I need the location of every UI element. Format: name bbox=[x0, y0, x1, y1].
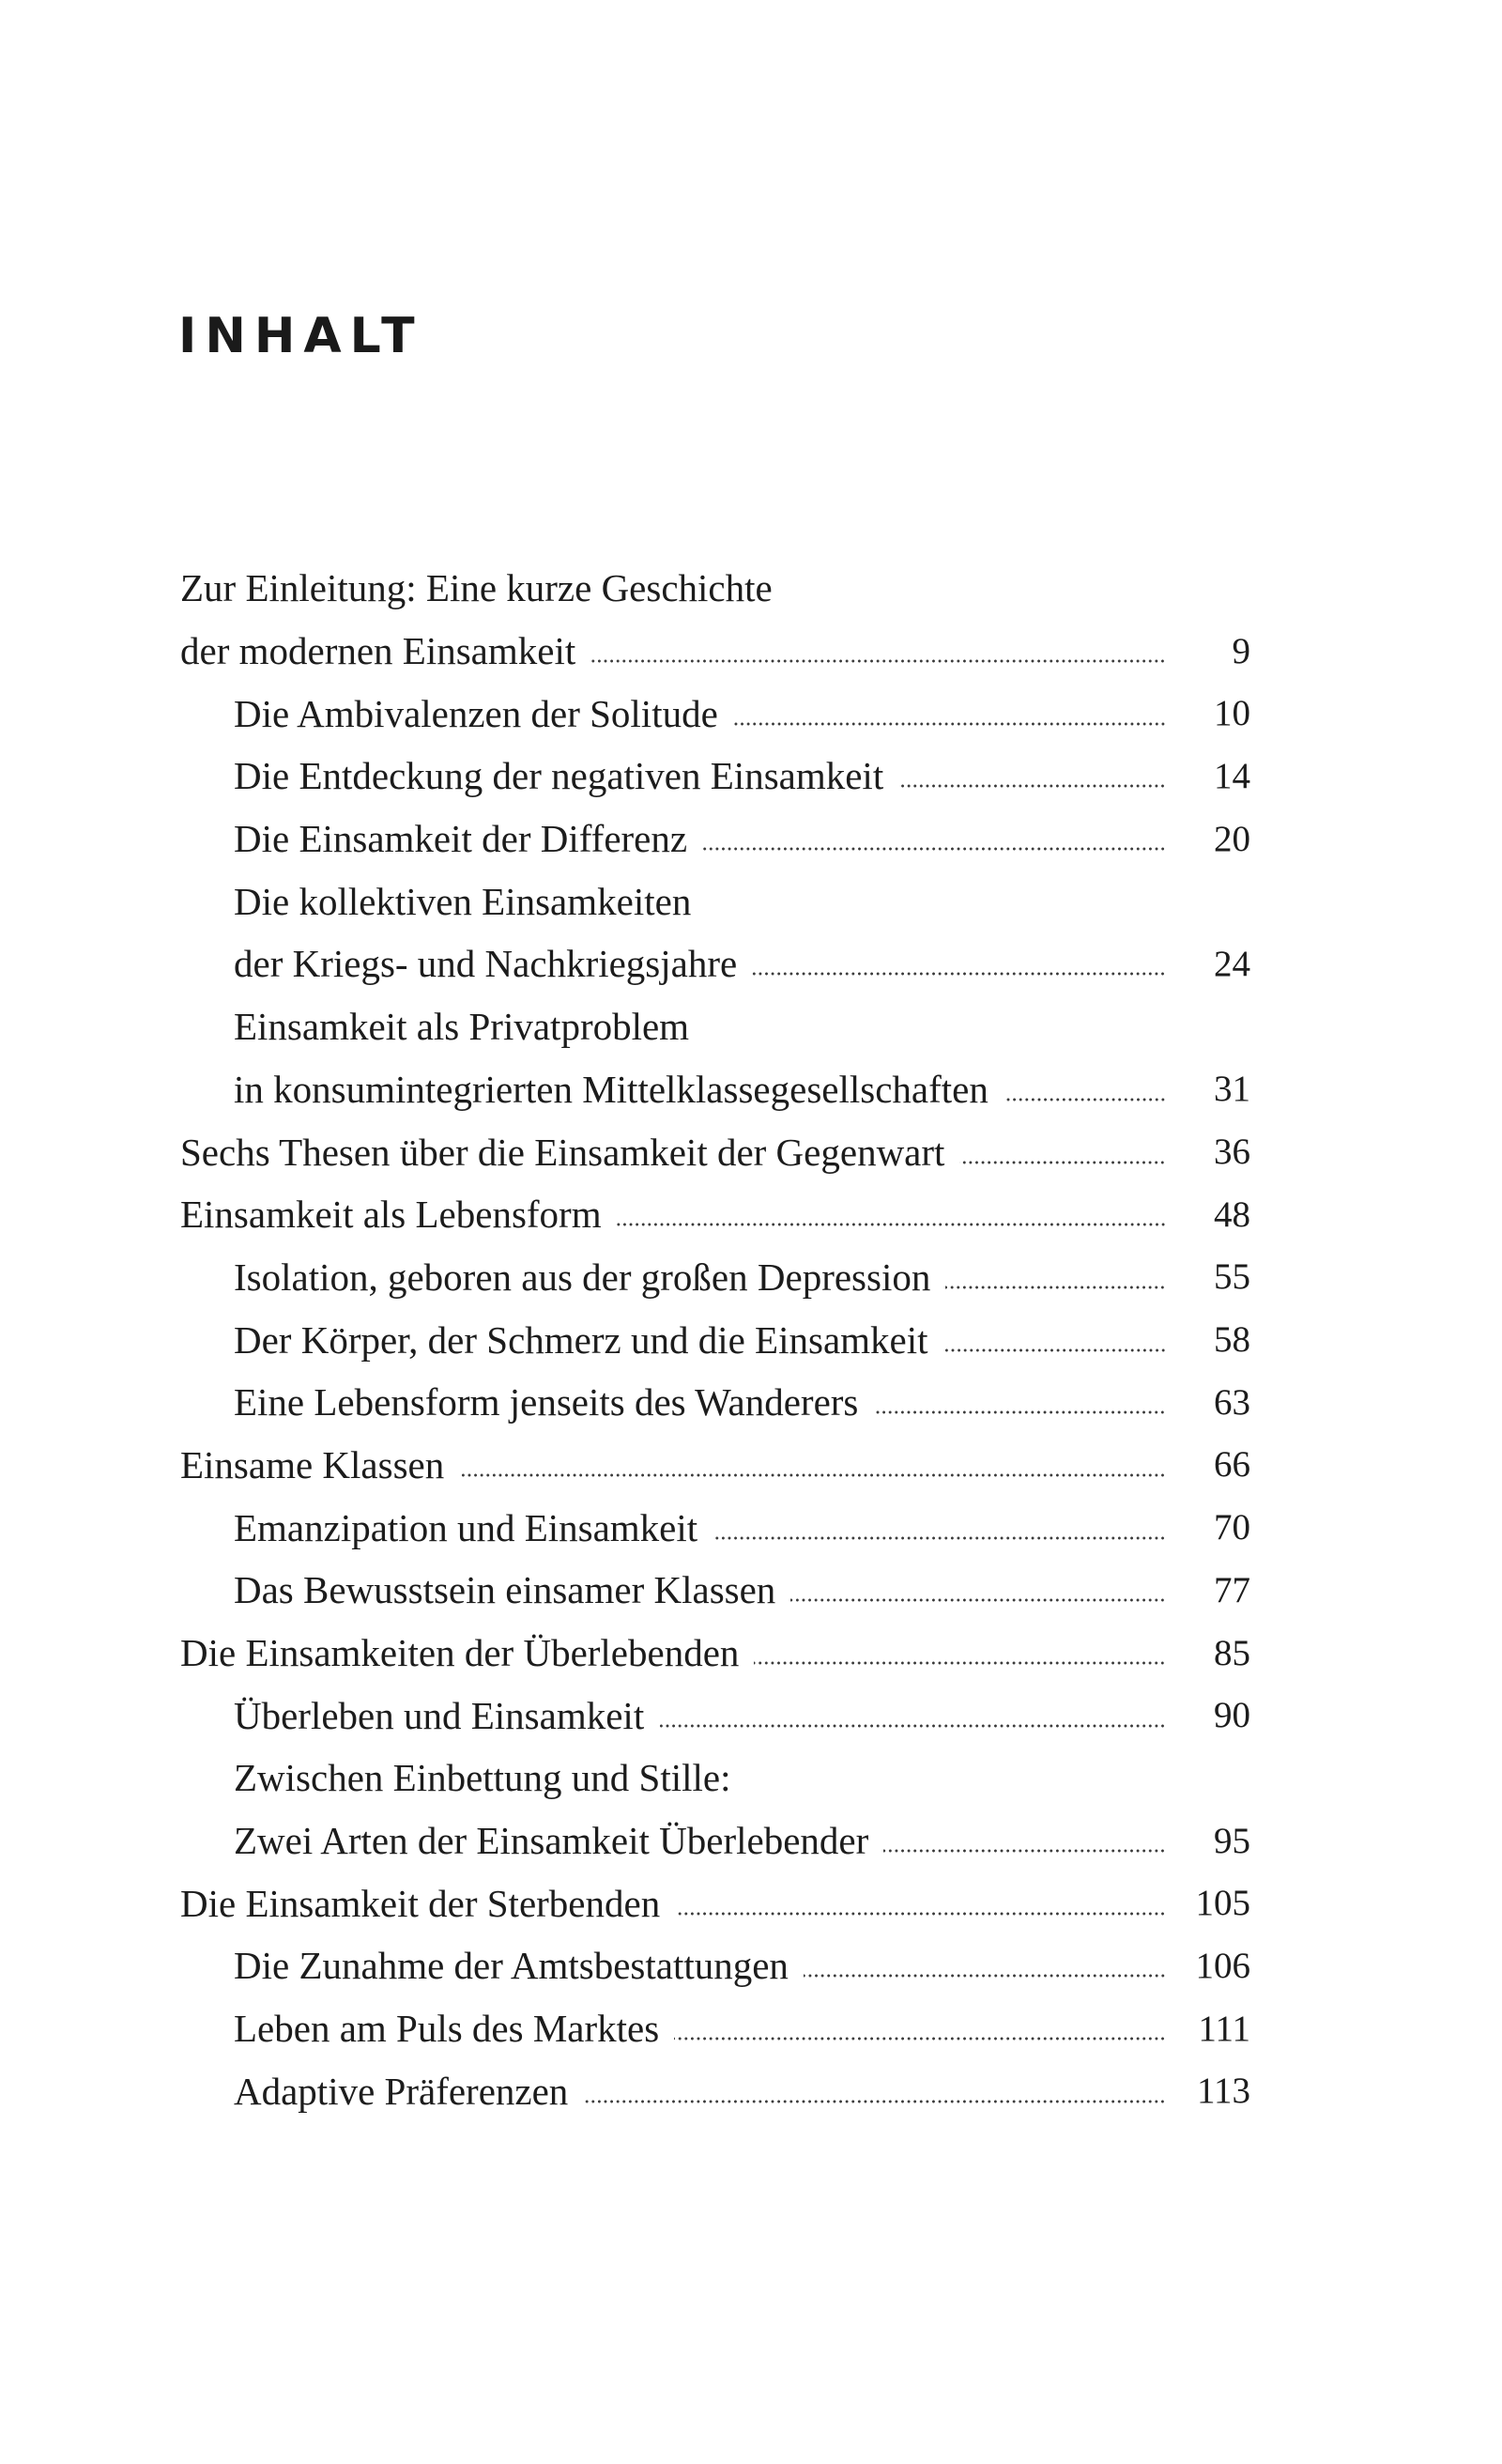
toc-page-number: 36 bbox=[1214, 1132, 1250, 1173]
dot-leader bbox=[752, 972, 1166, 976]
toc-entry-line bbox=[180, 1997, 1250, 2060]
toc-entry-title: Einsame Klassen bbox=[180, 1442, 445, 1486]
toc-entry-title: Die Zunahme der Amtsbestattungen bbox=[234, 1944, 789, 1988]
toc-entry-line bbox=[180, 1308, 1250, 1371]
toc-entry-title: Einsamkeit als Privatproblem bbox=[234, 1005, 690, 1049]
dot-leader bbox=[733, 722, 1166, 726]
toc-entry-line bbox=[180, 808, 1250, 870]
toc-entry-line bbox=[180, 1871, 1250, 1934]
dot-leader bbox=[713, 1536, 1166, 1540]
dot-leader bbox=[898, 784, 1166, 788]
toc-page-number: 31 bbox=[1214, 1069, 1250, 1110]
dot-leader bbox=[754, 1661, 1166, 1665]
dot-leader bbox=[617, 1223, 1166, 1226]
toc-page-number: 85 bbox=[1214, 1632, 1250, 1673]
toc-page-number: 14 bbox=[1214, 755, 1250, 796]
toc-page-number: 58 bbox=[1214, 1319, 1250, 1361]
toc-entry-title: Zwischen Einbettung und Stille: bbox=[234, 1756, 731, 1800]
toc-page-number: 113 bbox=[1196, 2071, 1250, 2112]
dot-leader bbox=[590, 659, 1166, 663]
dot-leader bbox=[873, 1410, 1166, 1414]
toc-entry-line bbox=[180, 1246, 1250, 1309]
page-title: INHALT bbox=[178, 308, 423, 364]
toc-entry-line bbox=[180, 1496, 1250, 1559]
toc-entry-title: Die Einsamkeit der Sterbenden bbox=[180, 1881, 661, 1925]
dot-leader bbox=[459, 1473, 1166, 1477]
dot-leader bbox=[943, 1348, 1166, 1352]
toc-entry-line bbox=[180, 1058, 1250, 1121]
toc-entry-title: Die Einsamkeiten der Überlebenden bbox=[180, 1631, 740, 1675]
dot-leader bbox=[674, 2037, 1166, 2040]
dot-leader bbox=[659, 1724, 1166, 1728]
toc-entry-title: Das Bewusstsein einsamer Klassen bbox=[234, 1568, 776, 1612]
toc-entry-line bbox=[180, 1120, 1250, 1183]
toc-entry-line bbox=[180, 1747, 1250, 1810]
toc-entry-title: Überleben und Einsamkeit bbox=[234, 1693, 645, 1737]
toc-entry-line bbox=[180, 870, 1250, 932]
toc-entry-line bbox=[180, 1371, 1250, 1434]
toc-entry-line bbox=[180, 932, 1250, 995]
toc-entry-title: Isolation, geboren aus der großen Depression bbox=[234, 1255, 931, 1299]
toc-entry-line bbox=[180, 745, 1250, 808]
dot-leader bbox=[583, 2100, 1166, 2103]
toc-entry-title: Einsamkeit als Lebensform bbox=[180, 1193, 602, 1237]
toc-entry-title: Die Entdeckung der negativen Einsamkeit bbox=[234, 754, 884, 798]
toc-entry-title: der Kriegs- und Nachkriegsjahre bbox=[234, 942, 738, 986]
table-of-contents bbox=[180, 557, 1250, 2122]
toc-page-number: 20 bbox=[1214, 818, 1250, 859]
toc-entry-title: Zur Einleitung: Eine kurze Geschichte bbox=[180, 566, 773, 610]
toc-page-number: 106 bbox=[1195, 1945, 1250, 1986]
toc-page-number: 70 bbox=[1214, 1507, 1250, 1548]
toc-entry-title: Sechs Thesen über die Einsamkeit der Gegenwart bbox=[180, 1130, 945, 1174]
toc-entry-title: in konsumintegrierten Mittelklassegesellschaften bbox=[234, 1067, 989, 1111]
dot-leader bbox=[959, 1161, 1166, 1164]
toc-entry-title: Der Körper, der Schmerz und die Einsamkeit bbox=[234, 1317, 928, 1362]
dot-leader bbox=[790, 1598, 1166, 1602]
dot-leader bbox=[883, 1849, 1166, 1853]
toc-page-number: 63 bbox=[1214, 1381, 1250, 1423]
dot-leader bbox=[675, 1912, 1166, 1916]
toc-entry-title: Zwei Arten der Einsamkeit Überlebender bbox=[234, 1819, 869, 1863]
toc-entry-title: Die Ambivalenzen der Solitude bbox=[234, 691, 718, 735]
toc-entry-line bbox=[180, 1622, 1250, 1685]
toc-entry-title: Leben am Puls des Marktes bbox=[234, 2007, 660, 2051]
toc-entry-title: Die Einsamkeit der Differenz bbox=[234, 817, 688, 861]
toc-entry-line bbox=[180, 1810, 1250, 1872]
toc-page-number: 95 bbox=[1214, 1820, 1250, 1861]
toc-entry-line bbox=[180, 682, 1250, 745]
toc-page-number: 9 bbox=[1232, 630, 1250, 671]
toc-entry-line bbox=[180, 2060, 1250, 2123]
toc-entry-line bbox=[180, 1434, 1250, 1497]
toc-page-number: 77 bbox=[1214, 1569, 1250, 1610]
toc-entry-line bbox=[180, 620, 1250, 683]
toc-page-number: 111 bbox=[1198, 2008, 1250, 2049]
dot-leader bbox=[1004, 1098, 1166, 1101]
toc-entry-title: Die kollektiven Einsamkeiten bbox=[234, 879, 692, 923]
toc-page-number: 90 bbox=[1214, 1695, 1250, 1736]
toc-page-number: 105 bbox=[1195, 1883, 1250, 1924]
toc-entry-title: der modernen Einsamkeit bbox=[180, 629, 576, 673]
toc-page-number: 55 bbox=[1214, 1256, 1250, 1298]
toc-page-number: 10 bbox=[1214, 693, 1250, 734]
dot-leader bbox=[702, 847, 1166, 851]
toc-entry-title: Adaptive Präferenzen bbox=[234, 2069, 569, 2113]
toc-entry-title: Emanzipation und Einsamkeit bbox=[234, 1505, 698, 1549]
dot-leader bbox=[945, 1286, 1166, 1289]
toc-entry-line bbox=[180, 1559, 1250, 1622]
dot-leader bbox=[804, 1974, 1166, 1978]
toc-entry-line bbox=[180, 1183, 1250, 1246]
toc-page-number: 66 bbox=[1214, 1444, 1250, 1486]
toc-page-number: 24 bbox=[1214, 943, 1250, 984]
toc-entry-title: Eine Lebensform jenseits des Wanderers bbox=[234, 1380, 859, 1424]
toc-entry-line bbox=[180, 1684, 1250, 1747]
toc-page-number: 48 bbox=[1214, 1194, 1250, 1235]
toc-entry-line bbox=[180, 557, 1250, 620]
toc-entry-line bbox=[180, 1934, 1250, 1997]
toc-entry-line bbox=[180, 995, 1250, 1058]
